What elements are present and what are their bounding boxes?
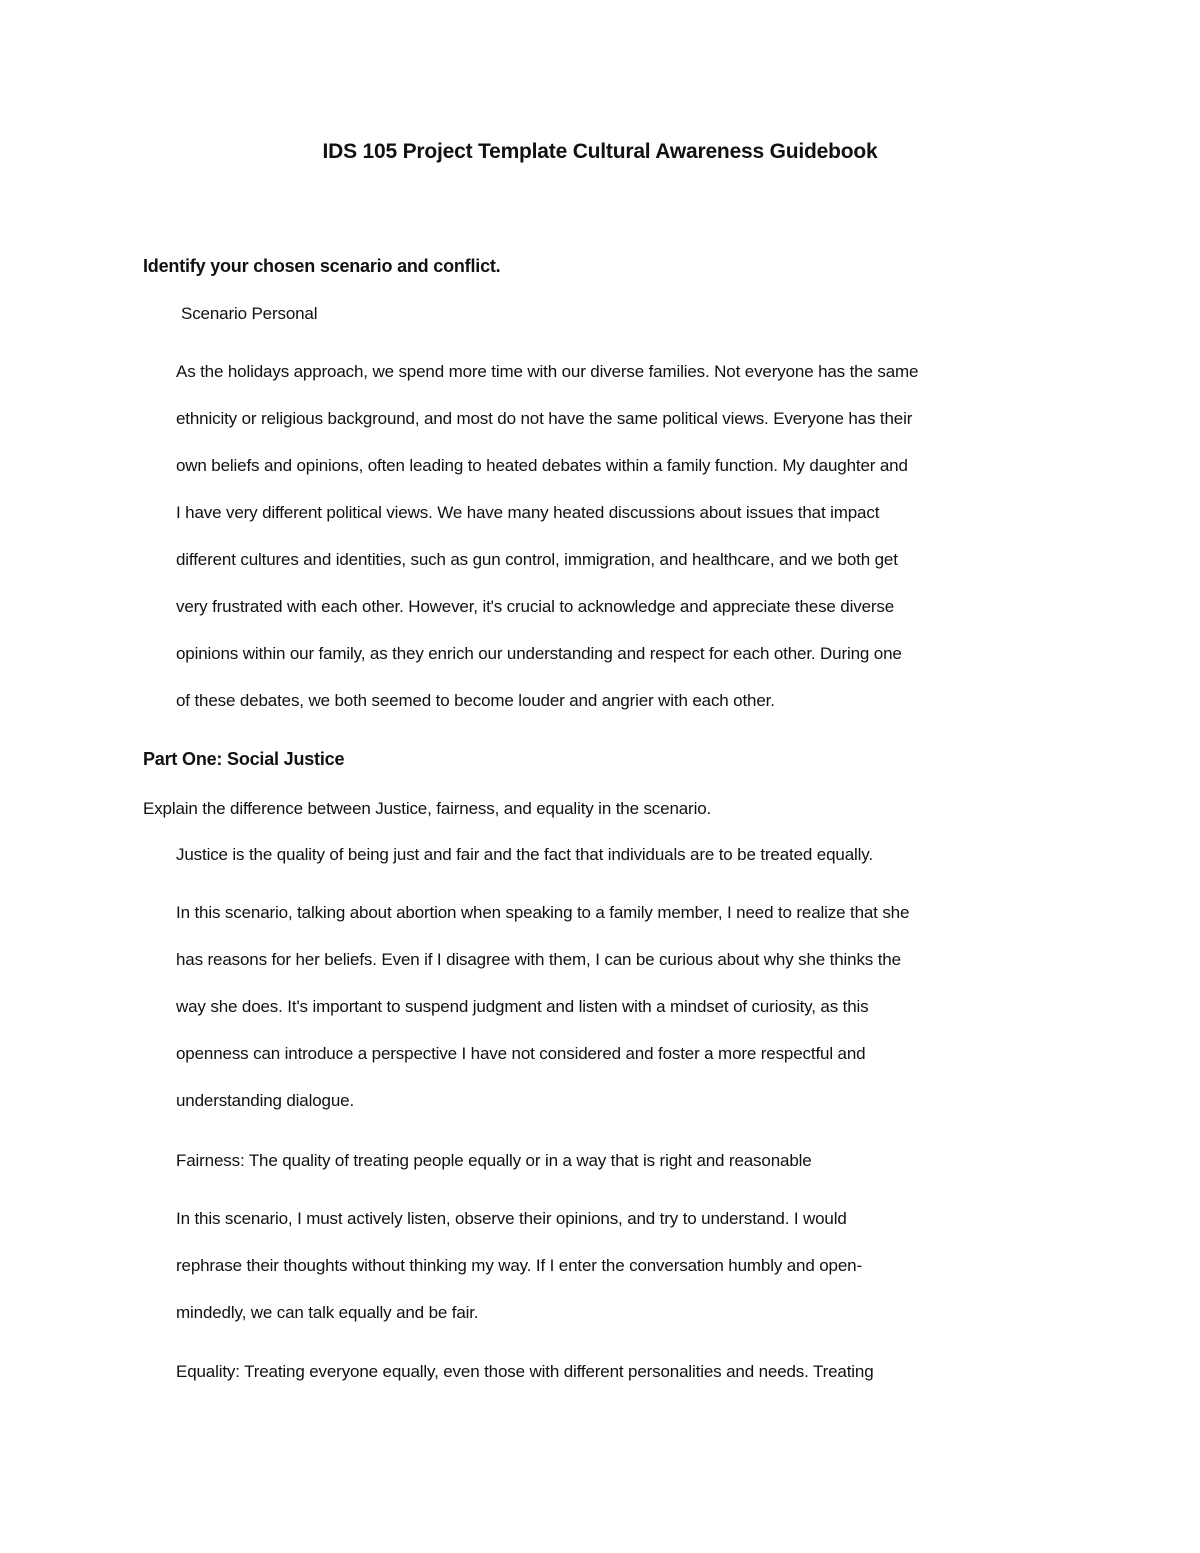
paragraph-line: has reasons for her beliefs. Even if I disagree with them, I can be curious about why she thinks the: [176, 950, 901, 969]
scenario-label: Scenario Personal: [181, 304, 318, 323]
justice-definition: Justice is the quality of being just and fair and the fact that individuals are to be treated equally.: [176, 845, 873, 864]
paragraph-line: opinions within our family, as they enrich our understanding and respect for each other. During one: [176, 644, 902, 663]
paragraph-line: mindedly, we can talk equally and be fair.: [176, 1303, 479, 1322]
paragraph-line: openness can introduce a perspective I have not considered and foster a more respectful and: [176, 1044, 866, 1063]
paragraph-line: of these debates, we both seemed to become louder and angrier with each other.: [176, 691, 775, 710]
paragraph-line: understanding dialogue.: [176, 1091, 355, 1110]
paragraph-line: In this scenario, talking about abortion when speaking to a family member, I need to realize that she: [176, 903, 910, 922]
paragraph-line: rephrase their thoughts without thinking my way. If I enter the conversation humbly and open-: [176, 1256, 862, 1275]
document-title: IDS 105 Project Template Cultural Awareness Guidebook: [322, 140, 878, 163]
equality-definition: Equality: Treating everyone equally, even those with different personalities and needs. Treating: [176, 1362, 874, 1381]
part-one-prompt: Explain the difference between Justice, fairness, and equality in the scenario.: [143, 799, 712, 818]
paragraph-line: way she does. It's important to suspend judgment and listen with a mindset of curiosity, as this: [176, 997, 869, 1016]
section-heading-part-one: Part One: Social Justice: [143, 749, 345, 769]
paragraph-line: I have very different political views. We have many heated discussions about issues that impact: [176, 503, 880, 522]
fairness-definition: Fairness: The quality of treating people equally or in a way that is right and reasonable: [176, 1151, 812, 1170]
paragraph-line: very frustrated with each other. However, it's crucial to acknowledge and appreciate these diverse: [176, 597, 895, 616]
paragraph-line: ethnicity or religious background, and most do not have the same political views. Everyone has their: [176, 409, 913, 428]
section-heading-scenario: Identify your chosen scenario and conflict.: [143, 256, 501, 276]
paragraph-line: different cultures and identities, such as gun control, immigration, and healthcare, and we both get: [176, 550, 898, 569]
paragraph-line: In this scenario, I must actively listen, observe their opinions, and try to understand. I would: [176, 1209, 847, 1228]
paragraph-line: own beliefs and opinions, often leading to heated debates within a family function. My daughter and: [176, 456, 908, 475]
paragraph-line: As the holidays approach, we spend more time with our diverse families. Not everyone has the same: [176, 362, 919, 381]
